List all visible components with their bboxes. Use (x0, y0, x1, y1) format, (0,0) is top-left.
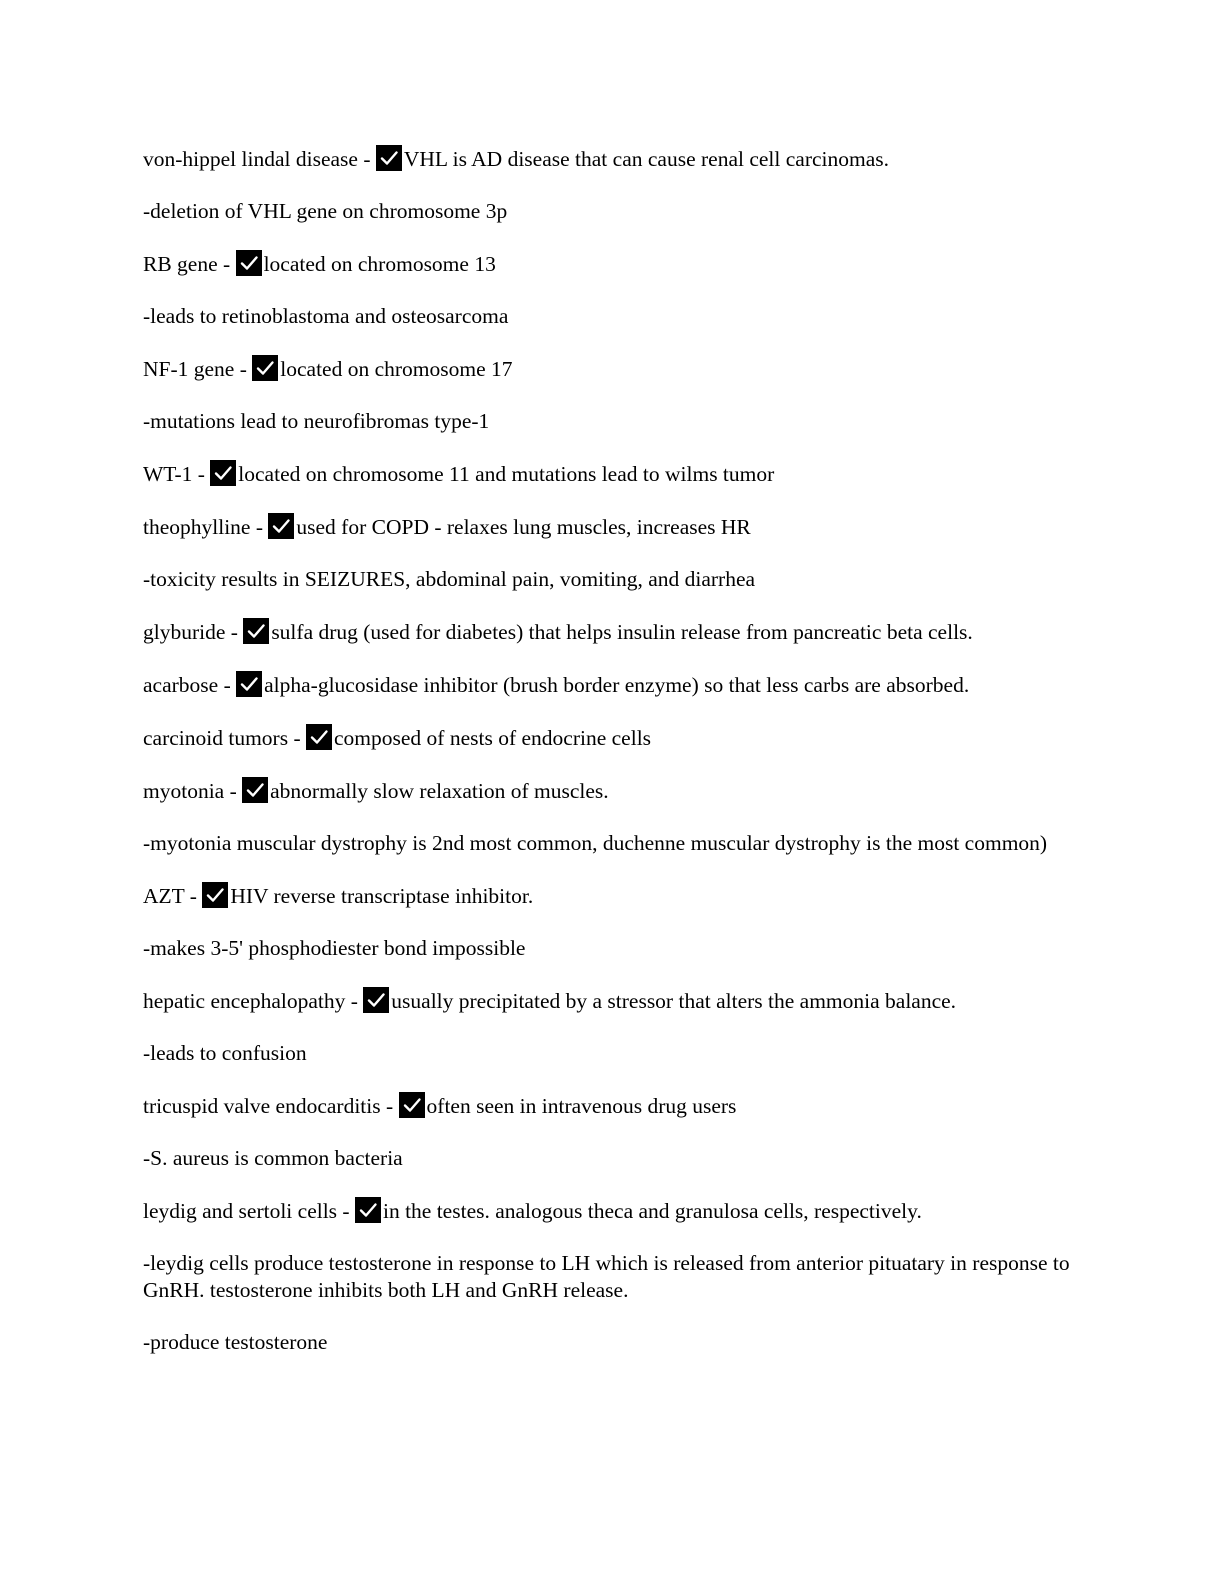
entry-note (143, 1329, 1073, 1356)
entry-term: theophylline - (143, 515, 269, 539)
entry-definition: HIV reverse transcriptase inhibitor. (230, 884, 534, 908)
check-box-icon (399, 1092, 425, 1118)
check-box-icon (355, 1197, 381, 1223)
note-text: -myotonia muscular dystrophy is 2nd most common, duchenne muscular dystrophy is the most common) (143, 831, 1048, 855)
entry-definition: VHL is AD disease that can cause renal cell carcinomas. (403, 147, 890, 171)
flashcard-list (143, 145, 1073, 1381)
entry-definition: used for COPD - relaxes lung muscles, increases HR (296, 515, 751, 539)
entry-term: myotonia - (143, 779, 243, 803)
check-box-icon (243, 618, 269, 644)
entry-definition: usually precipitated by a stressor that alters the ammonia balance. (391, 989, 957, 1013)
note-text: -mutations lead to neurofibromas type-1 (143, 409, 490, 433)
entry-term: glyburide - (143, 620, 244, 644)
entry-term: von-hippel lindal disease - (143, 147, 376, 171)
note-text: -S. aureus is common bacteria (143, 1146, 403, 1170)
entry-term: carcinoid tumors - (143, 726, 306, 750)
entry-term: NF-1 gene - (143, 357, 253, 381)
check-box-icon (306, 724, 332, 750)
entry-term: acarbose - (143, 673, 237, 697)
entry-note (143, 408, 1073, 435)
entry-note (143, 1250, 1073, 1304)
note-text: -makes 3-5' phosphodiester bond impossible (143, 936, 526, 960)
check-box-icon (242, 777, 268, 803)
flashcard-entry (143, 513, 1073, 541)
check-box-icon (363, 987, 389, 1013)
flashcard-entry (143, 145, 1073, 173)
entry-note (143, 830, 1073, 857)
entry-definition: abnormally slow relaxation of muscles. (270, 779, 609, 803)
entry-definition: composed of nests of endocrine cells (334, 726, 652, 750)
entry-term: RB gene - (143, 252, 236, 276)
entry-note (143, 1145, 1073, 1172)
check-box-icon (252, 355, 278, 381)
check-box-icon (236, 250, 262, 276)
note-text: -produce testosterone (143, 1330, 328, 1354)
flashcard-entry (143, 987, 1073, 1015)
check-box-icon (210, 460, 236, 486)
entry-term: hepatic encephalopathy - (143, 989, 364, 1013)
note-text: -leydig cells produce testosterone in response to LH which is released from anterior pituatary in response to GnRH. testosterone inhibits both LH and GnRH release. (143, 1251, 1070, 1302)
flashcard-entry (143, 724, 1073, 752)
flashcard-entry (143, 1197, 1073, 1225)
flashcard-entry (143, 355, 1073, 383)
check-box-icon (236, 671, 262, 697)
entry-definition: in the testes. analogous theca and granulosa cells, respectively. (382, 1199, 922, 1223)
check-box-icon (376, 145, 402, 171)
flashcard-entry (143, 671, 1073, 699)
entry-definition: located on chromosome 17 (280, 357, 513, 381)
flashcard-entry (143, 250, 1073, 278)
note-text: -deletion of VHL gene on chromosome 3p (143, 199, 508, 223)
entry-definition: sulfa drug (used for diabetes) that helps insulin release from pancreatic beta cells. (271, 620, 973, 644)
note-text: -toxicity results in SEIZURES, abdominal pain, vomiting, and diarrhea (143, 567, 756, 591)
note-text: -leads to confusion (143, 1041, 307, 1065)
entry-term: tricuspid valve endocarditis - (143, 1094, 399, 1118)
entry-note (143, 935, 1073, 962)
flashcard-entry (143, 882, 1073, 910)
check-box-icon (202, 882, 228, 908)
flashcard-entry (143, 777, 1073, 805)
entry-definition: located on chromosome 13 (263, 252, 496, 276)
note-text: -leads to retinoblastoma and osteosarcoma (143, 304, 509, 328)
entry-term: leydig and sertoli cells - (143, 1199, 355, 1223)
entry-note (143, 566, 1073, 593)
entry-definition: often seen in intravenous drug users (426, 1094, 737, 1118)
entry-definition: located on chromosome 11 and mutations lead to wilms tumor (238, 462, 775, 486)
flashcard-entry (143, 460, 1073, 488)
entry-note (143, 1040, 1073, 1067)
flashcard-entry (143, 1092, 1073, 1120)
check-box-icon (268, 513, 294, 539)
entry-note (143, 198, 1073, 225)
flashcard-entry (143, 618, 1073, 646)
entry-note (143, 303, 1073, 330)
entry-term: WT-1 - (143, 462, 211, 486)
entry-definition: alpha-glucosidase inhibitor (brush border enzyme) so that less carbs are absorbed. (264, 673, 970, 697)
entry-term: AZT - (143, 884, 203, 908)
